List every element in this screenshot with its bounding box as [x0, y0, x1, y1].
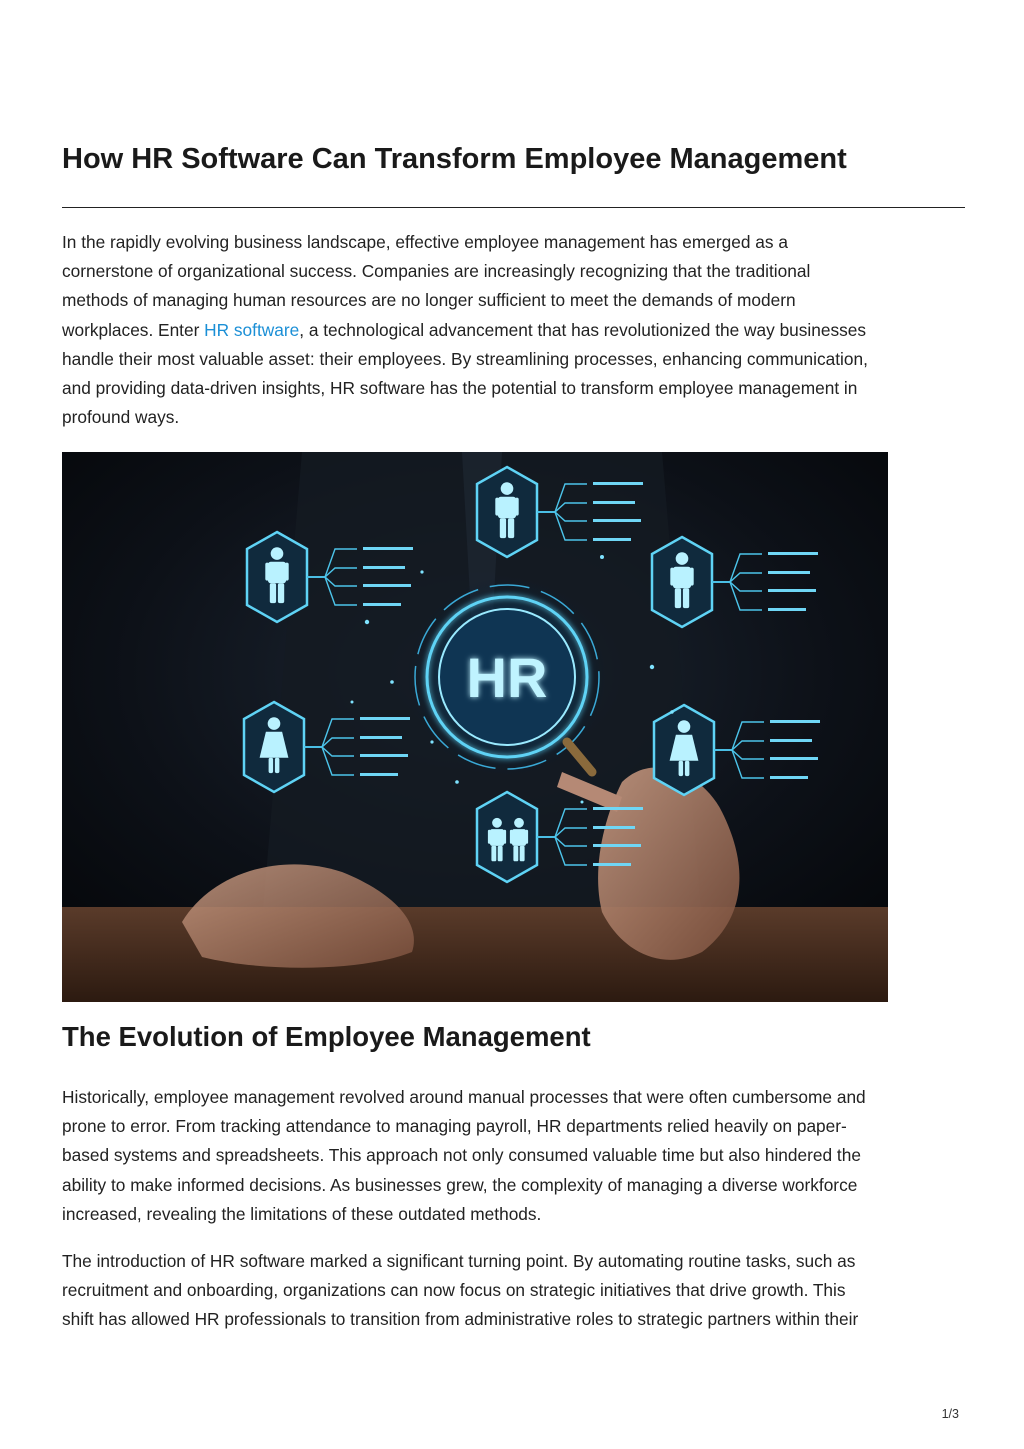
hr-illustration: [62, 452, 888, 1002]
page-title: How HR Software Can Transform Employee Management: [62, 143, 847, 175]
paragraph-line: based systems and spreadsheets. This approach not only consumed valuable time but also hindered the: [62, 1145, 861, 1166]
intro-text: workplaces. Enter: [62, 319, 205, 340]
intro-line: handle their most valuable asset: their employees. By streamlining processes, enhancing communication,: [62, 348, 868, 369]
paragraph-line: shift has allowed HR professionals to transition from administrative roles to strategic partners within their: [62, 1309, 859, 1330]
title-divider: [62, 207, 965, 208]
intro-line-with-link: [62, 316, 965, 345]
hub-label: HR: [466, 646, 548, 709]
section-paragraph-2: [62, 1247, 965, 1335]
paragraph-line: recruitment and onboarding, organizations can now focus on strategic initiatives that drive growth. This: [62, 1280, 846, 1301]
paragraph-line: ability to make informed decisions. As businesses grew, the complexity of managing a diverse workforce: [62, 1174, 858, 1195]
paragraph-line: prone to error. From tracking attendance to managing payroll, HR departments relied heavily on paper-: [62, 1116, 847, 1137]
intro-paragraph: [62, 228, 965, 432]
section-paragraph-1: [62, 1083, 965, 1229]
intro-line: methods of managing human resources are no longer sufficient to meet the demands of modern: [62, 290, 796, 311]
intro-line: cornerstone of organizational success. Companies are increasingly recognizing that the traditional: [62, 261, 811, 282]
intro-line: profound ways.: [62, 407, 180, 428]
hr-software-link[interactable]: HR software: [204, 319, 300, 340]
paragraph-line: Historically, employee management revolved around manual processes that were often cumbersome and: [62, 1087, 866, 1107]
intro-line: and providing data-driven insights, HR software has the potential to transform employee management in: [62, 378, 858, 399]
section-heading: The Evolution of Employee Management: [62, 1021, 591, 1052]
page-number: 1/3: [941, 1407, 959, 1421]
intro-text: , a technological advancement that has revolutionized the way businesses: [299, 319, 867, 340]
hero-image: [62, 452, 888, 1002]
intro-line: In the rapidly evolving business landscape, effective employee management has emerged as a: [62, 232, 788, 252]
paragraph-line: The introduction of HR software marked a significant turning point. By automating routine tasks, such as: [62, 1251, 856, 1271]
paragraph-line: increased, revealing the limitations of these outdated methods.: [62, 1203, 542, 1224]
